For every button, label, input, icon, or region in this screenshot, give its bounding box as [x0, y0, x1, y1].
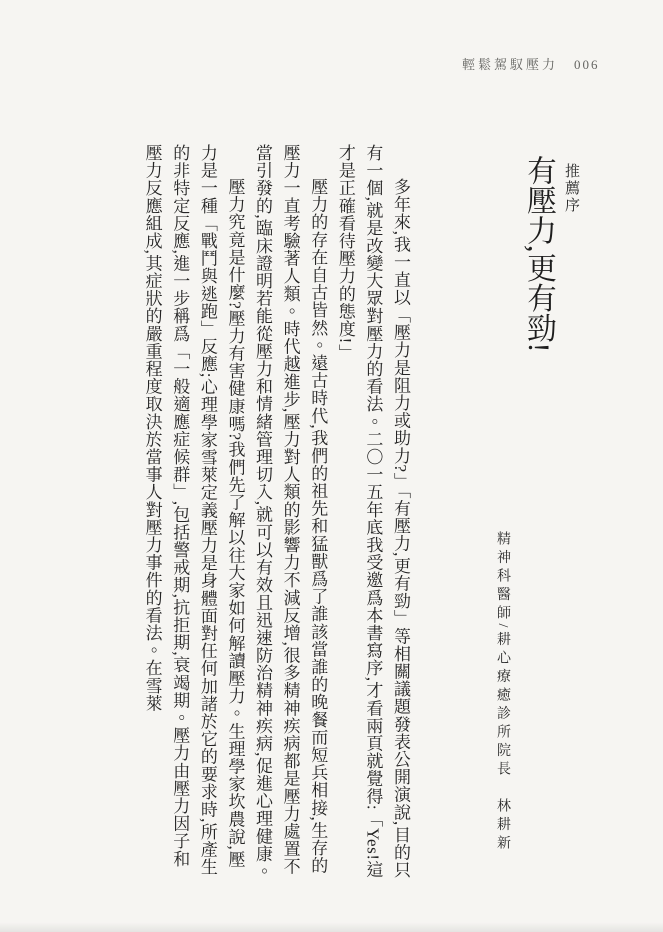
- running-title: 輕鬆駕馭壓力: [462, 57, 559, 72]
- body-paragraph: 壓力究竟是什麼?壓力有害健康嗎?我們先了解以往大家如何解讀壓力。生理學家坎農說,壓力是一種「戰鬥與逃跑」反應;心理學家雪萊定義壓力是身體面對任何加諸於它的要求時,所產生的非特定反應,進一步稱爲「一般適應症候群」,包括警戒期,抗拒期,衰竭期。壓力由壓力因子和壓力反應組成,其症狀的嚴重程度取決於當事人對壓力事件的看法。在雪萊: [142, 144, 245, 876]
- page-header: [462, 54, 600, 73]
- author-credit: 精神科醫師/耕心療癒診所院長 林耕新: [495, 531, 510, 854]
- body-paragraph: 多年來,我一直以「壓力是阻力或助力?」「有壓力,更有勁」等相關議題發表公開演說,目的只有一個,就是改變大眾對壓力的看法。二〇一五年底我受邀爲本書寫序,才看兩頁就覺得:「Yes!這才是正確看待壓力的態度!」: [335, 144, 410, 879]
- chapter-title: 有壓力,更有勁!: [522, 155, 555, 353]
- section-kicker: 推薦序: [563, 163, 579, 214]
- page-number: 006: [574, 57, 600, 72]
- body-paragraph: 壓力的存在自古皆然。遠古時代,我們的祖先和猛獸爲了誰該當誰的晚餐而短兵相接,生存的壓力一直考驗著人類。時代越進步,壓力對人類的影響力不減反增,很多精神疾病都是壓力處置不當引發的,臨床證明若能從壓力和情緒管理切入,就可以有效且迅速防治精神疾病,促進心理健康。: [253, 144, 328, 881]
- preface-body: [82, 144, 414, 884]
